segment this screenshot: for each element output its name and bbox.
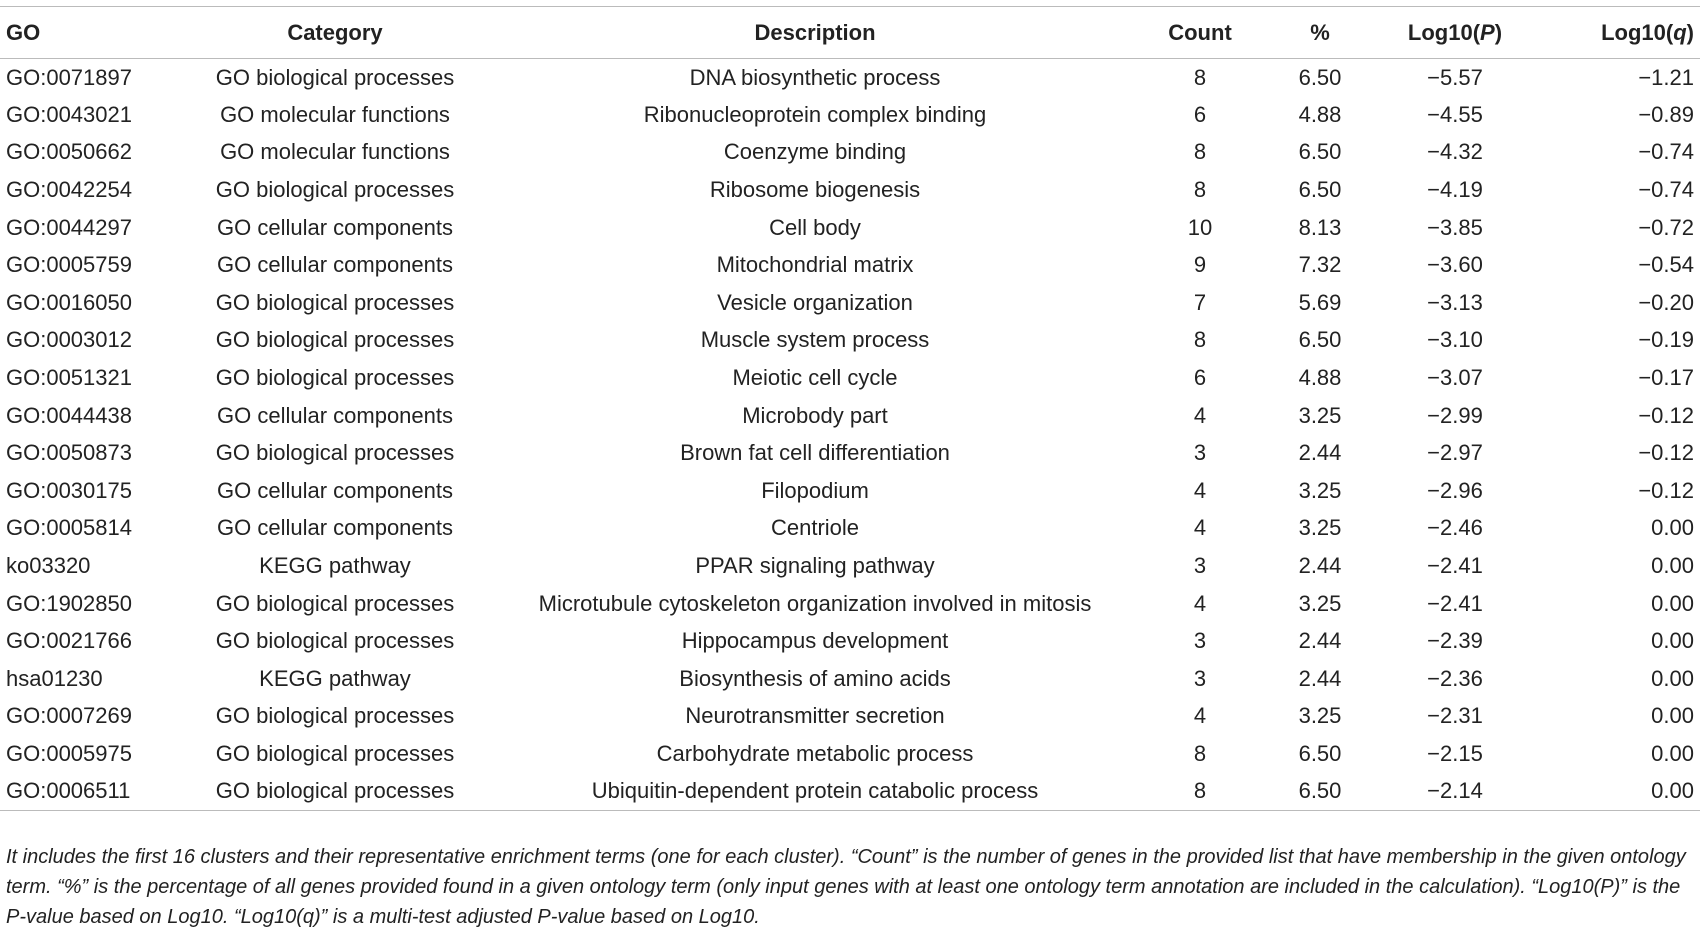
cell-log10-q: −0.72 <box>1638 214 1694 240</box>
cell-log10-q: 0.00 <box>1651 665 1694 691</box>
cell-log10-p: −2.96 <box>1427 477 1483 503</box>
cell-count: 6 <box>1193 101 1207 127</box>
cell-percent: 2.44 <box>1298 440 1342 466</box>
cell-percent: 3.25 <box>1298 703 1342 729</box>
cell-category: GO biological processes <box>215 703 455 729</box>
cell-go-id: GO:0044297 <box>6 214 132 240</box>
cell-percent: 3.25 <box>1298 477 1342 503</box>
header-description: Description <box>754 19 876 45</box>
cell-percent: 2.44 <box>1298 665 1342 691</box>
header-log10-p: Log10(P) <box>1407 19 1503 45</box>
cell-log10-p: −2.31 <box>1427 703 1483 729</box>
cell-log10-q: 0.00 <box>1651 703 1694 729</box>
cell-count: 4 <box>1193 515 1207 541</box>
cell-count: 8 <box>1193 740 1207 766</box>
cell-go-id: GO:0050873 <box>6 440 132 466</box>
cell-category: GO biological processes <box>215 365 455 391</box>
table-row <box>0 622 1700 660</box>
cell-go-id: GO:0030175 <box>6 477 132 503</box>
cell-category: GO molecular functions <box>220 101 450 127</box>
cell-log10-p: −2.41 <box>1427 553 1483 579</box>
cell-log10-q: 0.00 <box>1651 628 1694 654</box>
cell-count: 4 <box>1193 477 1207 503</box>
header-count: Count <box>1168 19 1232 45</box>
cell-go-id: GO:0007269 <box>6 703 132 729</box>
cell-category: GO cellular components <box>217 515 453 541</box>
cell-log10-q: −0.74 <box>1638 177 1694 203</box>
cell-percent: 3.25 <box>1298 515 1342 541</box>
cell-log10-p: −2.14 <box>1427 778 1483 804</box>
cell-go-id: GO:0050662 <box>6 139 132 165</box>
cell-percent: 6.50 <box>1298 327 1342 353</box>
cell-log10-p: −3.60 <box>1427 252 1483 278</box>
cell-category: GO cellular components <box>217 252 453 278</box>
cell-log10-q: 0.00 <box>1651 590 1694 616</box>
cell-category: GO cellular components <box>217 214 453 240</box>
cell-description: DNA biosynthetic process <box>689 64 941 90</box>
cell-log10-p: −3.10 <box>1427 327 1483 353</box>
cell-count: 8 <box>1193 64 1207 90</box>
cell-go-id: GO:0044438 <box>6 402 132 428</box>
cell-percent: 2.44 <box>1298 628 1342 654</box>
cell-description: Meiotic cell cycle <box>732 365 898 391</box>
cell-log10-p: −4.55 <box>1427 101 1483 127</box>
cell-go-id: GO:0043021 <box>6 101 132 127</box>
cell-count: 7 <box>1193 289 1207 315</box>
cell-count: 3 <box>1193 628 1207 654</box>
table-row <box>0 284 1700 322</box>
cell-percent: 2.44 <box>1298 553 1342 579</box>
table-row <box>0 96 1700 134</box>
table-row <box>0 134 1700 172</box>
table-footnote: It includes the first 16 clusters and their representative enrichment terms (one for each cluster). “Count” is the number of genes in the provided list that have membership in the given ontology term. “%” is the percentage of all genes provided found in a given ontology term (only input genes with at least one ontology term annotation are included in the calculation). “Log10(P)” is the P-value based on Log10. “Log10(q)” is a multi-test adjusted P-value based on Log10. <box>6 846 1686 928</box>
cell-category: GO biological processes <box>215 64 455 90</box>
cell-log10-q: −0.12 <box>1638 477 1694 503</box>
table-row <box>0 59 1700 97</box>
cell-log10-q: −1.21 <box>1638 64 1694 90</box>
cell-description: Biosynthesis of amino acids <box>679 665 951 691</box>
cell-category: GO biological processes <box>215 628 455 654</box>
cell-percent: 3.25 <box>1298 402 1342 428</box>
header-percent: % <box>1310 19 1330 45</box>
cell-go-id: GO:0005814 <box>6 515 132 541</box>
table-row <box>0 246 1700 284</box>
cell-go-id: GO:0051321 <box>6 365 132 391</box>
cell-go-id: GO:0016050 <box>6 289 132 315</box>
table-row <box>0 209 1700 247</box>
cell-percent: 6.50 <box>1298 177 1342 203</box>
cell-go-id: ko03320 <box>6 553 91 579</box>
cell-percent: 6.50 <box>1298 139 1342 165</box>
cell-description: Mitochondrial matrix <box>716 252 914 278</box>
cell-log10-q: −0.54 <box>1638 252 1694 278</box>
table-body <box>0 59 1700 811</box>
cell-log10-p: −2.36 <box>1427 665 1483 691</box>
cell-log10-p: −3.85 <box>1427 214 1483 240</box>
cell-description: Cell body <box>769 214 861 240</box>
cell-go-id: GO:0021766 <box>6 628 132 654</box>
cell-count: 3 <box>1193 440 1207 466</box>
cell-go-id: GO:0005975 <box>6 740 132 766</box>
cell-description: Filopodium <box>761 477 869 503</box>
header-category: Category <box>287 19 383 45</box>
cell-log10-p: −3.07 <box>1427 365 1483 391</box>
table-row <box>0 735 1700 773</box>
table-row <box>0 585 1700 623</box>
cell-percent: 6.50 <box>1298 64 1342 90</box>
cell-count: 8 <box>1193 139 1207 165</box>
cell-category: GO biological processes <box>215 440 455 466</box>
cell-count: 10 <box>1187 214 1213 240</box>
cell-log10-p: −2.97 <box>1427 440 1483 466</box>
header-log10-q: Log10(q) <box>1601 19 1694 45</box>
cell-percent: 6.50 <box>1298 778 1342 804</box>
table-row <box>0 660 1700 698</box>
table-row <box>0 397 1700 435</box>
cell-log10-p: −2.46 <box>1427 515 1483 541</box>
cell-log10-p: −3.13 <box>1427 289 1483 315</box>
cell-description: Microtubule cytoskeleton organization involved in mitosis <box>538 590 1092 616</box>
cell-percent: 6.50 <box>1298 740 1342 766</box>
cell-description: Hippocampus development <box>681 628 949 654</box>
cell-log10-p: −5.57 <box>1427 64 1483 90</box>
cell-category: GO cellular components <box>217 477 453 503</box>
cell-log10-q: 0.00 <box>1651 740 1694 766</box>
table-row <box>0 472 1700 510</box>
cell-count: 4 <box>1193 402 1207 428</box>
cell-description: Vesicle organization <box>717 289 913 315</box>
cell-category: GO biological processes <box>215 778 455 804</box>
cell-log10-q: −0.12 <box>1638 402 1694 428</box>
cell-log10-p: −2.15 <box>1427 740 1483 766</box>
cell-log10-p: −4.32 <box>1427 139 1483 165</box>
cell-description: Ribosome biogenesis <box>709 177 921 203</box>
cell-category: KEGG pathway <box>259 665 411 691</box>
table-row <box>0 322 1700 360</box>
cell-log10-q: −0.89 <box>1638 101 1694 127</box>
cell-category: GO biological processes <box>215 289 455 315</box>
cell-category: GO biological processes <box>215 740 455 766</box>
cell-category: GO biological processes <box>215 327 455 353</box>
cell-count: 8 <box>1193 778 1207 804</box>
cell-go-id: GO:0071897 <box>6 64 132 90</box>
enrichment-table <box>0 6 1700 811</box>
cell-category: GO molecular functions <box>220 139 450 165</box>
cell-description: Brown fat cell differentiation <box>680 440 950 466</box>
cell-go-id: GO:0005759 <box>6 252 132 278</box>
header-go: GO <box>6 19 41 45</box>
cell-log10-q: −0.19 <box>1638 327 1694 353</box>
cell-category: GO cellular components <box>217 402 453 428</box>
cell-category: GO biological processes <box>215 590 455 616</box>
cell-description: Carbohydrate metabolic process <box>656 740 974 766</box>
cell-log10-q: 0.00 <box>1651 515 1694 541</box>
cell-log10-p: −2.39 <box>1427 628 1483 654</box>
cell-log10-p: −2.41 <box>1427 590 1483 616</box>
cell-count: 9 <box>1193 252 1207 278</box>
cell-description: Muscle system process <box>700 327 930 353</box>
cell-count: 8 <box>1193 177 1207 203</box>
cell-log10-q: −0.12 <box>1638 440 1694 466</box>
cell-go-id: GO:0042254 <box>6 177 132 203</box>
cell-go-id: GO:0003012 <box>6 327 132 353</box>
cell-log10-q: −0.20 <box>1638 289 1694 315</box>
cell-description: PPAR signaling pathway <box>695 553 935 579</box>
cell-description: Ubiquitin-dependent protein catabolic process <box>591 778 1039 804</box>
table-row <box>0 359 1700 397</box>
table-row <box>0 510 1700 548</box>
cell-count: 8 <box>1193 327 1207 353</box>
cell-go-id: GO:0006511 <box>6 778 131 804</box>
table-row <box>0 434 1700 472</box>
table-row <box>0 773 1700 811</box>
cell-log10-q: 0.00 <box>1651 778 1694 804</box>
cell-description: Ribonucleoprotein complex binding <box>643 101 987 127</box>
header-row <box>0 7 1700 59</box>
cell-percent: 4.88 <box>1298 365 1342 391</box>
cell-percent: 7.32 <box>1298 252 1342 278</box>
cell-log10-q: −0.74 <box>1638 139 1694 165</box>
cell-count: 4 <box>1193 590 1207 616</box>
cell-log10-q: 0.00 <box>1651 553 1694 579</box>
cell-description: Neurotransmitter secretion <box>685 703 945 729</box>
cell-go-id: hsa01230 <box>6 665 103 691</box>
cell-category: KEGG pathway <box>259 553 411 579</box>
cell-description: Centriole <box>770 515 860 541</box>
cell-log10-p: −4.19 <box>1427 177 1483 203</box>
table-row <box>0 547 1700 585</box>
cell-count: 3 <box>1193 665 1207 691</box>
cell-count: 6 <box>1193 365 1207 391</box>
cell-description: Microbody part <box>742 402 888 428</box>
cell-percent: 5.69 <box>1298 289 1342 315</box>
table-row <box>0 698 1700 736</box>
cell-go-id: GO:1902850 <box>6 590 132 616</box>
cell-log10-p: −2.99 <box>1427 402 1483 428</box>
cell-log10-q: −0.17 <box>1638 365 1694 391</box>
cell-category: GO biological processes <box>215 177 455 203</box>
cell-count: 4 <box>1193 703 1207 729</box>
cell-description: Coenzyme binding <box>723 139 907 165</box>
cell-percent: 3.25 <box>1298 590 1342 616</box>
cell-count: 3 <box>1193 553 1207 579</box>
cell-percent: 4.88 <box>1298 101 1342 127</box>
cell-percent: 8.13 <box>1298 214 1342 240</box>
table-row <box>0 171 1700 209</box>
